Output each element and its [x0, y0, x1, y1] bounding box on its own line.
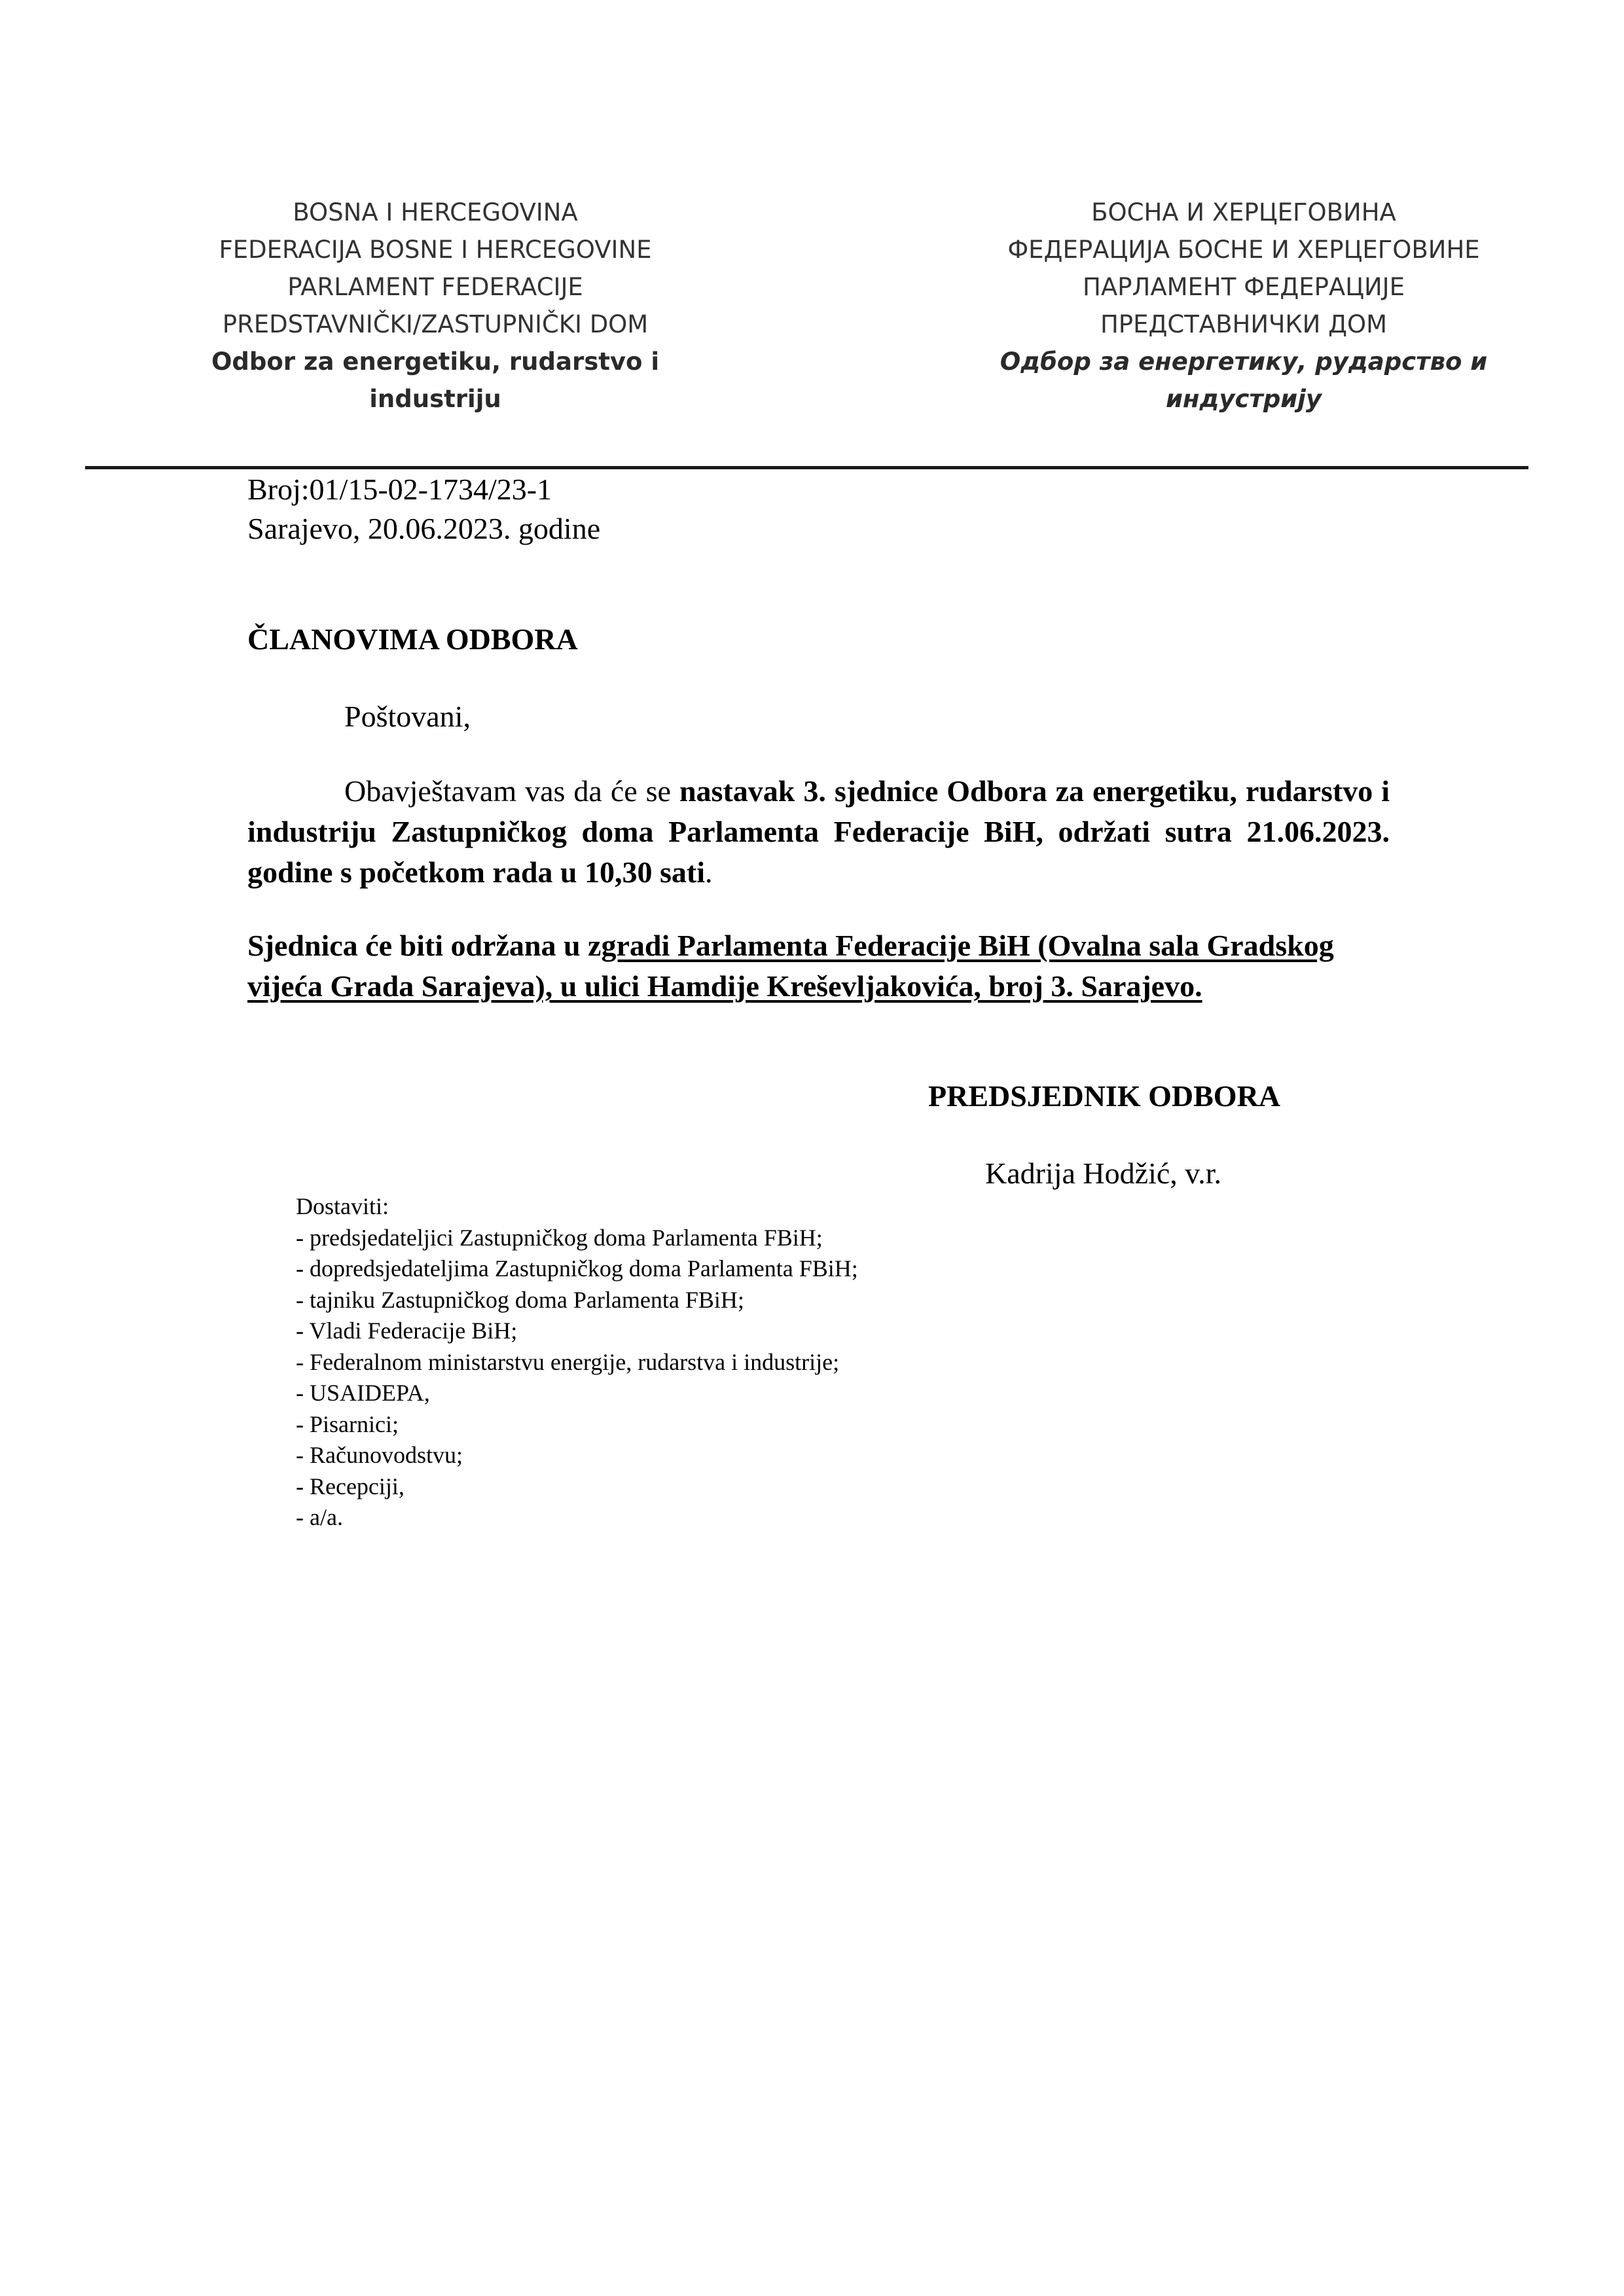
header-cyrillic-committee-1: Одбор за енергетику, рударство и — [1000, 348, 1488, 376]
signer-title: PREDSJEDNIK ODBORA — [928, 1079, 1281, 1113]
header-cyrillic-line3: ПАРЛАМЕНТ ФЕДЕРАЦИЈЕ — [1083, 273, 1405, 301]
document-number: Broj:01/15-02-1734/23-1 — [247, 473, 552, 506]
header-cyrillic — [913, 194, 1574, 418]
distribution-item: - dopredsjedateljima Zastupničkog doma Parlamenta FBiH; — [296, 1255, 858, 1282]
signer-name: Kadrija Hodžić, v.r. — [985, 1157, 1222, 1190]
body-end: . — [704, 855, 713, 889]
header-latin-line2: FEDERACIJA BOSNE I HERCEGOVINE — [219, 236, 652, 264]
header-cyrillic-line2: ФЕДЕРАЦИЈА БОСНЕ И ХЕРЦЕГОВИНЕ — [1007, 236, 1480, 264]
distribution-list — [296, 1191, 858, 1534]
document-meta — [247, 470, 600, 548]
venue-plain: Sjednica će biti održana u z — [247, 929, 602, 962]
distribution-item: - Računovodstvu; — [296, 1442, 463, 1468]
distribution-item: - Federalnom ministarstvu energije, rudarstva i industrije; — [296, 1348, 840, 1375]
distribution-item: - Recepciji, — [296, 1473, 405, 1499]
header-cyrillic-line4: ПРЕДСТАВНИЧКИ ДОМ — [1100, 310, 1388, 338]
distribution-item: - tajniku Zastupničkog doma Parlamenta FBiH; — [296, 1286, 744, 1313]
venue-paragraph — [247, 925, 1390, 1007]
recipient-heading: ČLANOVIMA ODBORA — [247, 622, 578, 656]
body-paragraph — [247, 771, 1390, 893]
header-cyrillic-line1: БОСНА И ХЕРЦЕГОВИНА — [1091, 198, 1396, 226]
header-divider — [85, 466, 1528, 469]
header-latin-committee: Odbor za energetiku, rudarstvo i industriju — [211, 348, 660, 413]
document-place-date: Sarajevo, 20.06.2023. godine — [247, 512, 601, 545]
header-latin — [154, 194, 717, 418]
body-intro: Obavještavam vas da će se — [344, 774, 679, 808]
header-latin-line1: BOSNA I HERCEGOVINA — [293, 198, 578, 226]
distribution-heading: Dostaviti: — [296, 1193, 389, 1219]
distribution-item: - a/a. — [296, 1504, 343, 1530]
header-cyrillic-committee-2: индустрију — [1165, 385, 1322, 413]
distribution-item: - USAIDEPA, — [296, 1380, 430, 1406]
header-latin-line4: PREDSTAVNIČKI/ZASTUPNIČKI DOM — [222, 310, 649, 338]
distribution-item: - Vladi Federacije BiH; — [296, 1318, 518, 1344]
venue-underlined: gradi Parlamenta Federacije BiH (Ovalna sala Gradskog vijeća Grada Sarajeva), u ulici Hamdije Kreševljakovića, broj 3. Sarajevo. — [247, 929, 1334, 1003]
distribution-item: - predsjedateljici Zastupničkog doma Parlamenta FBiH; — [296, 1224, 823, 1251]
greeting: Poštovani, — [344, 700, 471, 733]
header-latin-line3: PARLAMENT FEDERACIJE — [287, 273, 583, 301]
body-bold: nastavak 3. sjednice Odbora za energetiku, rudarstvo i industriju Zastupničkog doma Parlamenta Federacije BiH, održati sutra 21.06.2023. godine s početkom rada u 10,30 sati — [247, 774, 1390, 889]
distribution-item: - Pisarnici; — [296, 1410, 399, 1437]
